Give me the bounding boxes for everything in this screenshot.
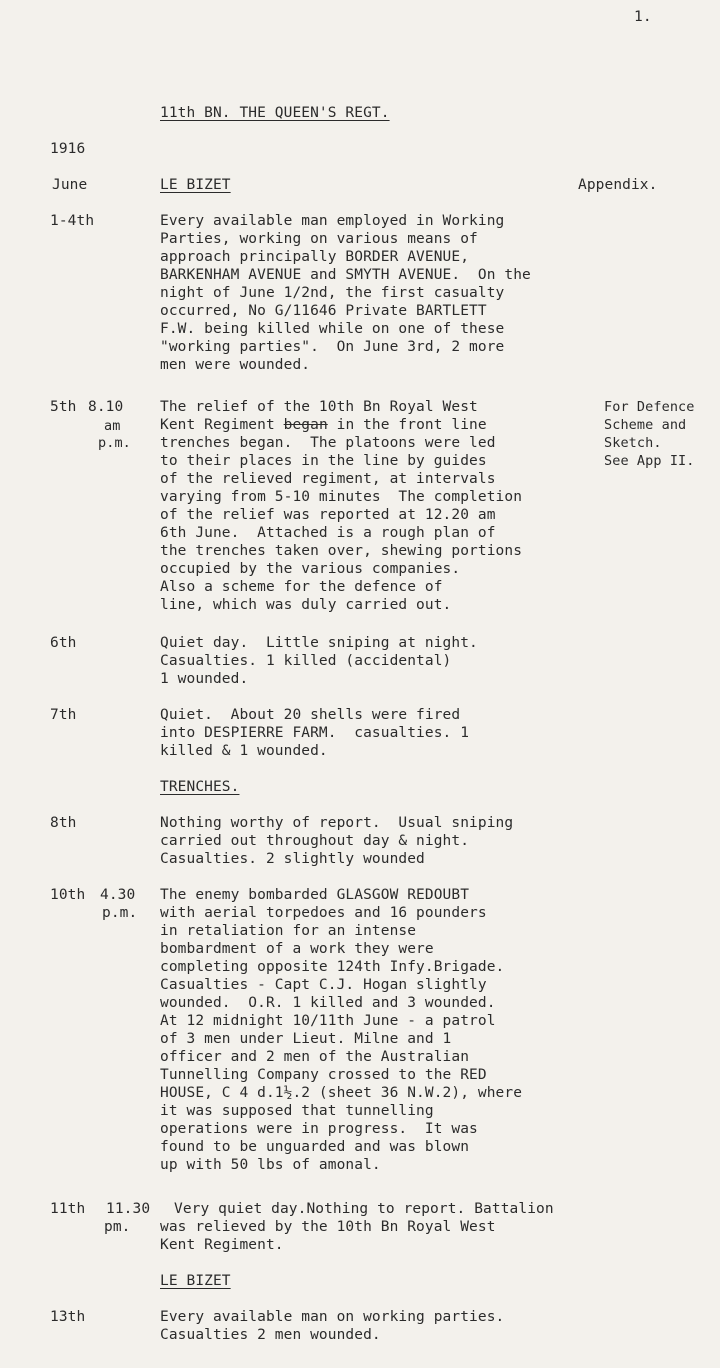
entry-line: carried out throughout day & night. — [160, 833, 470, 849]
trenches-heading: TRENCHES. — [160, 779, 240, 795]
entry-line: "working parties". On June 3rd, 2 more — [160, 339, 505, 355]
entry-line: approach principally BORDER AVENUE, — [160, 249, 470, 265]
entry-line: operations were in progress. It was — [160, 1121, 478, 1137]
entry-line: Kent Regiment. — [160, 1237, 284, 1253]
appendix-line: Sketch. — [604, 435, 662, 451]
entry-line: into DESPIERRE FARM. casualties. 1 — [160, 725, 470, 741]
entry-line: HOUSE, C 4 d.1½.2 (sheet 36 N.W.2), where — [160, 1085, 523, 1101]
location-heading: LE BIZET — [160, 177, 231, 193]
entry-date: 13th — [50, 1309, 86, 1325]
entry-line: of the relieved regiment, at intervals — [160, 471, 496, 487]
entry-time-suffix: pm. — [104, 1219, 131, 1235]
entry-line: Casualties. 2 slightly wounded — [160, 851, 425, 867]
entry-time-suffix: p.m. — [102, 905, 138, 921]
entry-line: bombardment of a work they were — [160, 941, 434, 957]
entry-time-suffix: am — [104, 418, 121, 434]
entry-line: Quiet day. Little sniping at night. — [160, 635, 478, 651]
entry-line: of the relief was reported at 12.20 am — [160, 507, 496, 523]
entry-date: 7th — [50, 707, 77, 723]
entry-line: occurred, No G/11646 Private BARTLETT — [160, 303, 487, 319]
entry-line: Also a scheme for the defence of — [160, 579, 443, 595]
entry-line-part: Kent Regiment — [160, 417, 284, 433]
appendix-line: See App II. — [604, 453, 695, 469]
entry-line: Nothing worthy of report. Usual sniping — [160, 815, 514, 831]
entry-line: 1 wounded. — [160, 671, 249, 687]
entry-line: night of June 1/2nd, the first casualty — [160, 285, 505, 301]
entry-line: with aerial torpedoes and 16 pounders — [160, 905, 487, 921]
entry-line: Quiet. About 20 shells were fired — [160, 707, 461, 723]
entry-line: the trenches taken over, shewing portions — [160, 543, 523, 559]
entry-date: 6th — [50, 635, 77, 651]
entry-line: found to be unguarded and was blown — [160, 1139, 470, 1155]
entry-line: men were wounded. — [160, 357, 311, 373]
entry-time-suffix: p.m. — [98, 435, 131, 451]
entry-line — [160, 416, 487, 434]
entry-line: Casualties. 1 killed (accidental) — [160, 653, 452, 669]
entry-line: in retaliation for an intense — [160, 923, 417, 939]
appendix-line: Scheme and — [604, 417, 687, 433]
entry-date: 8th — [50, 815, 77, 831]
entry-line: killed & 1 wounded. — [160, 743, 328, 759]
year-label: 1916 — [50, 141, 86, 157]
entry-date: 1-4th — [50, 213, 95, 229]
entry-line: was relieved by the 10th Bn Royal West — [160, 1219, 496, 1235]
entry-time: 11.30 — [106, 1201, 151, 1217]
entry-line: Tunnelling Company crossed to the RED — [160, 1067, 487, 1083]
entry-line: The enemy bombarded GLASGOW REDOUBT — [160, 887, 470, 903]
struck-word: began — [283, 417, 328, 433]
entry-line: Casualties - Capt C.J. Hogan slightly — [160, 977, 487, 993]
appendix-line: For Defence — [604, 399, 695, 415]
entry-line: The relief of the 10th Bn Royal West — [160, 399, 478, 415]
entry-date: 5th — [50, 399, 77, 415]
entry-line: officer and 2 men of the Australian — [160, 1049, 470, 1065]
entry-line: At 12 midnight 10/11th June - a patrol — [160, 1013, 496, 1029]
entry-time: 4.30 — [100, 887, 136, 903]
entry-line: line, which was duly carried out. — [160, 597, 452, 613]
entry-time: 8.10 — [88, 399, 124, 415]
entry-date: 11th — [50, 1201, 86, 1217]
entry-line: Every available man on working parties. — [160, 1309, 505, 1325]
entry-line: F.W. being killed while on one of these — [160, 321, 505, 337]
location-heading: LE BIZET — [160, 1273, 231, 1289]
month-label: June — [52, 177, 88, 193]
entry-date: 10th — [50, 887, 86, 903]
entry-line: Very quiet day.Nothing to report. Battalion — [174, 1201, 554, 1217]
entry-line: of 3 men under Lieut. Milne and 1 — [160, 1031, 452, 1047]
appendix-column-heading: Appendix. — [578, 177, 658, 193]
entry-line: to their places in the line by guides — [160, 453, 487, 469]
entry-line: Every available man employed in Working — [160, 213, 505, 229]
entry-line: Parties, working on various means of — [160, 231, 478, 247]
entry-line: completing opposite 124th Infy.Brigade. — [160, 959, 505, 975]
entry-line: it was supposed that tunnelling — [160, 1103, 434, 1119]
entry-line: BARKENHAM AVENUE and SMYTH AVENUE. On the — [160, 267, 531, 283]
document-header: 11th BN. THE QUEEN'S REGT. — [160, 105, 390, 121]
entry-line: up with 50 lbs of amonal. — [160, 1157, 381, 1173]
entry-line: wounded. O.R. 1 killed and 3 wounded. — [160, 995, 496, 1011]
entry-line: 6th June. Attached is a rough plan of — [160, 525, 496, 541]
entry-line: varying from 5-10 minutes The completion — [160, 489, 523, 505]
entry-line-part: in the front line — [327, 417, 487, 433]
page-number: 1. — [634, 9, 652, 25]
entry-line: occupied by the various companies. — [160, 561, 461, 577]
entry-line: trenches began. The platoons were led — [160, 435, 496, 451]
entry-line: Casualties 2 men wounded. — [160, 1327, 381, 1343]
